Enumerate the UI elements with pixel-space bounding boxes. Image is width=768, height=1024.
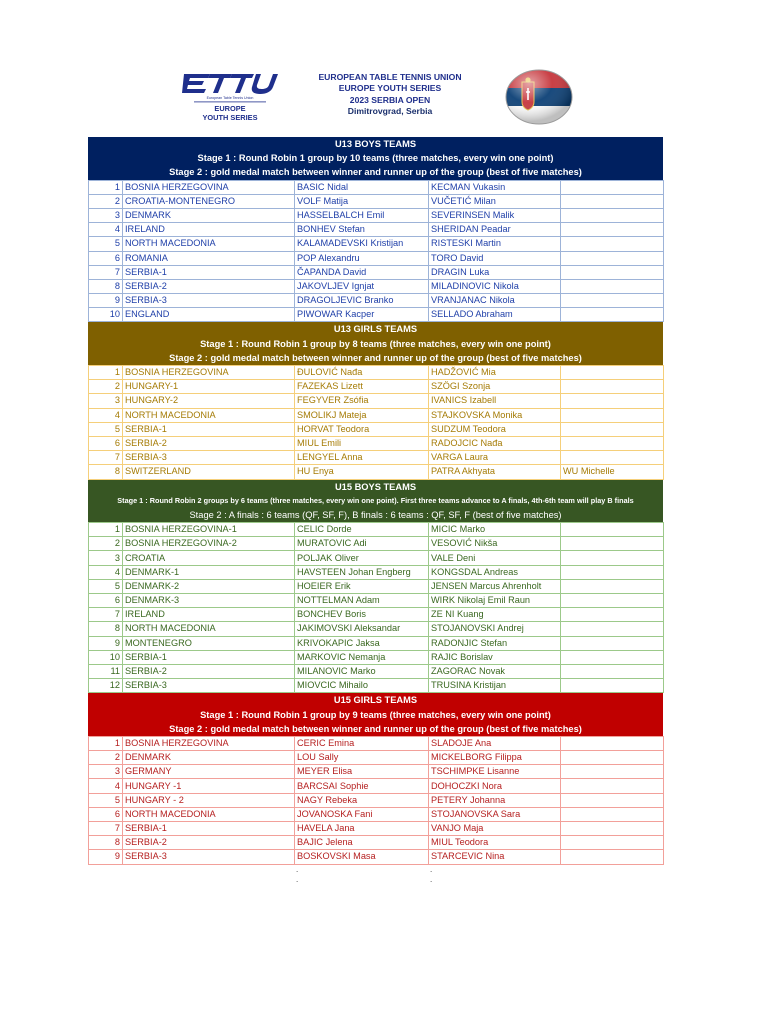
team-row: [89, 807, 664, 821]
player-1: HU Enya: [295, 465, 429, 479]
player-1: HAVELA Jana: [295, 822, 429, 836]
ettu-logo: [180, 70, 280, 126]
player-1: BONCHEV Boris: [295, 608, 429, 622]
team-row: [89, 279, 664, 293]
event-name: 2023 SERBIA OPEN: [349, 94, 431, 105]
team-name: NORTH MACEDONIA: [123, 237, 295, 251]
series-name: EUROPE YOUTH SERIES: [338, 83, 442, 94]
team-number: 3: [89, 208, 123, 222]
team-name: HUNGARY -1: [123, 779, 295, 793]
team-number: 1: [89, 180, 123, 194]
player-3: [561, 523, 664, 537]
player-3: [561, 265, 664, 279]
player-2: VANJO Maja: [429, 822, 561, 836]
player-1: POP Alexandru: [295, 251, 429, 265]
team-number: 4: [89, 223, 123, 237]
player-3: [561, 180, 664, 194]
player-1: MURATOVIC Adi: [295, 537, 429, 551]
team-name: SERBIA-2: [123, 836, 295, 850]
player-2: TORO David: [429, 251, 561, 265]
section-header: [88, 693, 663, 736]
team-number: 9: [89, 294, 123, 308]
player-3: [561, 765, 664, 779]
team-row: [89, 523, 664, 537]
team-row: [89, 650, 664, 664]
team-row: [89, 779, 664, 793]
logo-divider: [194, 102, 266, 103]
teams-table: [88, 736, 664, 865]
player-1: POLJAK Oliver: [295, 551, 429, 565]
player-1: CELIC Dorde: [295, 523, 429, 537]
team-number: 1: [89, 366, 123, 380]
section-title: U13 GIRLS TEAMS: [333, 324, 418, 335]
player-2: RADOJCIC Nađa: [429, 436, 561, 450]
section-title: U15 GIRLS TEAMS: [333, 695, 418, 706]
player-1: BASIC Nidal: [295, 180, 429, 194]
team-name: NORTH MACEDONIA: [123, 408, 295, 422]
team-number: 5: [89, 237, 123, 251]
player-2: IVANICS Izabell: [429, 394, 561, 408]
section-title: U13 BOYS TEAMS: [334, 139, 417, 149]
player-1: LOU Sally: [295, 751, 429, 765]
team-row: [89, 380, 664, 394]
team-number: 10: [89, 308, 123, 322]
trailing-marks-right: [430, 865, 432, 885]
team-number: 3: [89, 765, 123, 779]
serbia-flag-icon: [504, 68, 574, 126]
player-1: BONHEV Stefan: [295, 223, 429, 237]
team-number: 9: [89, 636, 123, 650]
team-number: 12: [89, 679, 123, 693]
team-row: [89, 308, 664, 322]
player-2: HADŽOVIĆ Mia: [429, 366, 561, 380]
player-1: LENGYEL Anna: [295, 451, 429, 465]
player-3: [561, 822, 664, 836]
player-1: ĐULOVIĆ Nađa: [295, 366, 429, 380]
team-number: 7: [89, 608, 123, 622]
team-row: [89, 836, 664, 850]
player-1: VOLF Matija: [295, 194, 429, 208]
player-3: [561, 251, 664, 265]
player-2: DRAGIN Luka: [429, 265, 561, 279]
team-name: SERBIA-3: [123, 451, 295, 465]
player-2: JENSEN Marcus Ahrenholt: [429, 579, 561, 593]
section-u13-girls: [88, 322, 663, 479]
team-row: [89, 622, 664, 636]
team-name: NORTH MACEDONIA: [123, 807, 295, 821]
player-2: RAJIC Borislav: [429, 650, 561, 664]
team-name: SERBIA-3: [123, 850, 295, 864]
player-3: [561, 380, 664, 394]
team-row: [89, 765, 664, 779]
team-number: 2: [89, 380, 123, 394]
team-name: IRELAND: [123, 608, 295, 622]
player-3: [561, 279, 664, 293]
player-1: PIWOWAR Kacper: [295, 308, 429, 322]
team-row: [89, 180, 664, 194]
team-number: 8: [89, 465, 123, 479]
team-number: 9: [89, 850, 123, 864]
team-name: BOSNIA HERZEGOVINA: [123, 736, 295, 750]
player-3: [561, 736, 664, 750]
event-info: [300, 72, 480, 117]
team-number: 5: [89, 422, 123, 436]
team-row: [89, 636, 664, 650]
player-3: [561, 608, 664, 622]
stage-1-text: Stage 1 : Round Robin 1 group by 10 teams (three matches, every win one point): [197, 153, 554, 164]
player-3: [561, 650, 664, 664]
player-1: MARKOVIC Nemanja: [295, 650, 429, 664]
player-1: ČAPANDA David: [295, 265, 429, 279]
player-2: SZÖGI Szonja: [429, 380, 561, 394]
team-name: SERBIA-1: [123, 422, 295, 436]
stage-1-text: Stage 1 : Round Robin 1 group by 8 teams (three matches, every win one point): [200, 338, 551, 349]
player-1: HOEIER Erik: [295, 579, 429, 593]
player-3: [561, 194, 664, 208]
player-2: VESOVIĆ Nikša: [429, 537, 561, 551]
team-row: [89, 822, 664, 836]
stage-2-text: Stage 2 : gold medal match between winner and runner up of the group (best of five matches): [169, 167, 582, 178]
team-name: SERBIA-1: [123, 822, 295, 836]
player-3: [561, 294, 664, 308]
team-name: CROATIA-MONTENEGRO: [123, 194, 295, 208]
team-number: 1: [89, 736, 123, 750]
stage-2-text: Stage 2 : gold medal match between winner and runner up of the group (best of five matches): [169, 723, 582, 734]
team-row: [89, 736, 664, 750]
team-name: SERBIA-3: [123, 679, 295, 693]
player-3: [561, 565, 664, 579]
player-2: RADONJIC Stefan: [429, 636, 561, 650]
player-2: MICIC Marko: [429, 523, 561, 537]
team-row: [89, 679, 664, 693]
team-number: 3: [89, 394, 123, 408]
team-row: [89, 408, 664, 422]
stage-1-text: Stage 1 : Round Robin 2 groups by 6 teams (three matches, every win one point). First three teams advance to A finals, 4th-6th team will play B finals: [117, 495, 634, 505]
team-name: SERBIA-1: [123, 265, 295, 279]
player-2: WIRK Nikolaj Emil Raun: [429, 594, 561, 608]
team-row: [89, 608, 664, 622]
team-name: SERBIA-3: [123, 294, 295, 308]
player-3: [561, 451, 664, 465]
team-name: BOSNIA HERZEGOVINA: [123, 180, 295, 194]
player-3: [561, 579, 664, 593]
player-2: MIUL Teodora: [429, 836, 561, 850]
player-3: [561, 793, 664, 807]
team-row: [89, 294, 664, 308]
section-title: U15 BOYS TEAMS: [334, 481, 417, 492]
team-number: 8: [89, 836, 123, 850]
team-row: [89, 451, 664, 465]
player-2: VARGA Laura: [429, 451, 561, 465]
player-1: CERIC Emina: [295, 736, 429, 750]
player-2: SLADOJE Ana: [429, 736, 561, 750]
team-row: [89, 579, 664, 593]
player-3: [561, 537, 664, 551]
player-3: [561, 622, 664, 636]
player-3: [561, 366, 664, 380]
section-header: [88, 322, 663, 365]
player-1: BAJIC Jelena: [295, 836, 429, 850]
player-2: TRUSINA Kristijan: [429, 679, 561, 693]
team-number: 2: [89, 751, 123, 765]
player-2: STOJANOVSKI Andrej: [429, 622, 561, 636]
team-row: [89, 237, 664, 251]
section-u13-boys: [88, 137, 663, 322]
player-1: JAKOVLJEV Ignjat: [295, 279, 429, 293]
team-number: 6: [89, 251, 123, 265]
player-1: JOVANOSKA Fani: [295, 807, 429, 821]
player-3: [561, 664, 664, 678]
player-3: [561, 308, 664, 322]
player-1: FEGYVER Zsófia: [295, 394, 429, 408]
teams-table: [88, 180, 664, 323]
player-1: MIOVCIC Mihailo: [295, 679, 429, 693]
section-header: [88, 480, 663, 523]
team-number: 6: [89, 594, 123, 608]
team-name: SERBIA-2: [123, 279, 295, 293]
team-number: 6: [89, 436, 123, 450]
team-row: [89, 465, 664, 479]
team-name: MONTENEGRO: [123, 636, 295, 650]
team-number: 4: [89, 565, 123, 579]
trailing-marks-left: [296, 865, 298, 885]
team-number: 7: [89, 451, 123, 465]
dot-mark: .: [430, 865, 433, 874]
player-3: [561, 836, 664, 850]
player-2: PATRA Akhyata: [429, 465, 561, 479]
team-name: SERBIA-1: [123, 650, 295, 664]
team-row: [89, 208, 664, 222]
team-name: ENGLAND: [123, 308, 295, 322]
team-number: 1: [89, 523, 123, 537]
team-number: 4: [89, 408, 123, 422]
org-name: EUROPEAN TABLE TENNIS UNION: [318, 72, 462, 82]
player-3: [561, 751, 664, 765]
logo-subtitle: European Table Tennis Union: [206, 96, 254, 100]
player-2: VUČETIĆ Milan: [429, 194, 561, 208]
team-number: 7: [89, 265, 123, 279]
player-2: ZE NI Kuang: [429, 608, 561, 622]
team-number: 7: [89, 822, 123, 836]
team-name: SWITZERLAND: [123, 465, 295, 479]
team-name: BOSNIA HERZEGOVINA-1: [123, 523, 295, 537]
team-number: 5: [89, 579, 123, 593]
player-2: SEVERINSEN Malik: [429, 208, 561, 222]
player-2: ZAGORAC Novak: [429, 664, 561, 678]
team-name: IRELAND: [123, 223, 295, 237]
player-3: [561, 807, 664, 821]
player-2: KECMAN Vukasin: [429, 180, 561, 194]
team-number: 10: [89, 650, 123, 664]
team-row: [89, 793, 664, 807]
player-2: VALE Deni: [429, 551, 561, 565]
player-2: MILADINOVIC Nikola: [429, 279, 561, 293]
player-3: WU Michelle: [561, 465, 664, 479]
team-name: HUNGARY-2: [123, 394, 295, 408]
teams-table: [88, 365, 664, 480]
team-row: [89, 394, 664, 408]
player-3: [561, 394, 664, 408]
team-name: DENMARK-1: [123, 565, 295, 579]
team-number: 3: [89, 551, 123, 565]
player-2: SELLADO Abraham: [429, 308, 561, 322]
team-number: 4: [89, 779, 123, 793]
team-name: CROATIA: [123, 551, 295, 565]
team-name: HUNGARY - 2: [123, 793, 295, 807]
team-number: 5: [89, 793, 123, 807]
team-number: 8: [89, 279, 123, 293]
team-row: [89, 751, 664, 765]
team-row: [89, 565, 664, 579]
team-name: NORTH MACEDONIA: [123, 622, 295, 636]
team-number: 8: [89, 622, 123, 636]
player-2: SUDZUM Teodora: [429, 422, 561, 436]
player-2: PETERY Johanna: [429, 793, 561, 807]
player-3: [561, 636, 664, 650]
team-row: [89, 436, 664, 450]
player-2: TSCHIMPKE Lisanne: [429, 765, 561, 779]
stage-2-text: Stage 2 : A finals : 6 teams (QF, SF, F), B finals : 6 teams : QF, SF, F (best of five matches): [189, 509, 562, 520]
logo-line-2: YOUTH SERIES: [202, 113, 258, 122]
team-row: [89, 223, 664, 237]
team-number: 6: [89, 807, 123, 821]
player-3: [561, 208, 664, 222]
team-name: HUNGARY-1: [123, 380, 295, 394]
player-1: FAZEKAS Lizett: [295, 380, 429, 394]
player-1: BOSKOVSKI Masa: [295, 850, 429, 864]
player-2: RISTESKI Martin: [429, 237, 561, 251]
team-row: [89, 594, 664, 608]
player-1: KALAMADEVSKI Kristijan: [295, 237, 429, 251]
player-3: [561, 223, 664, 237]
player-2: STAJKOVSKA Monika: [429, 408, 561, 422]
team-name: DENMARK-2: [123, 579, 295, 593]
team-row: [89, 551, 664, 565]
player-1: HASSELBALCH Emil: [295, 208, 429, 222]
player-1: DRAGOLJEVIC Branko: [295, 294, 429, 308]
logo-line-1: EUROPE: [214, 104, 246, 113]
player-3: [561, 237, 664, 251]
event-location: Dimitrovgrad, Serbia: [347, 105, 433, 116]
player-2: DOHOCZKI Nora: [429, 779, 561, 793]
team-name: BOSNIA HERZEGOVINA: [123, 366, 295, 380]
team-row: [89, 850, 664, 864]
team-number: 11: [89, 664, 123, 678]
section-u15-girls: [88, 693, 663, 864]
player-1: NOTTELMAN Adam: [295, 594, 429, 608]
team-row: [89, 537, 664, 551]
player-2: STARCEVIC Nina: [429, 850, 561, 864]
player-1: KRIVOKAPIC Jaksa: [295, 636, 429, 650]
player-1: BARCSAI Sophie: [295, 779, 429, 793]
player-3: [561, 436, 664, 450]
player-2: MICKELBORG Filippa: [429, 751, 561, 765]
team-name: SERBIA-2: [123, 664, 295, 678]
player-1: MEYER Elisa: [295, 765, 429, 779]
player-1: HORVAT Teodora: [295, 422, 429, 436]
team-row: [89, 366, 664, 380]
team-row: [89, 194, 664, 208]
team-number: 2: [89, 194, 123, 208]
section-header: [88, 137, 663, 180]
section-u15-boys: [88, 480, 663, 694]
team-name: ROMANIA: [123, 251, 295, 265]
teams-table: [88, 522, 664, 693]
dot-mark: .: [296, 865, 299, 874]
stage-1-text: Stage 1 : Round Robin 1 group by 9 teams (three matches, every win one point): [200, 709, 551, 720]
teams-list: [88, 137, 663, 865]
player-3: [561, 679, 664, 693]
player-1: MILANOVIC Marko: [295, 664, 429, 678]
team-number: 2: [89, 537, 123, 551]
player-2: STOJANOVSKA Sara: [429, 807, 561, 821]
player-2: SHERIDAN Peadar: [429, 223, 561, 237]
dot-mark: .: [430, 875, 433, 884]
team-row: [89, 265, 664, 279]
dot-mark: .: [296, 875, 299, 884]
stage-2-text: Stage 2 : gold medal match between winner and runner up of the group (best of five matches): [169, 352, 582, 363]
player-3: [561, 422, 664, 436]
player-1: JAKIMOVSKI Aleksandar: [295, 622, 429, 636]
player-3: [561, 850, 664, 864]
player-1: HAVSTEEN Johan Engberg: [295, 565, 429, 579]
team-row: [89, 251, 664, 265]
team-name: SERBIA-2: [123, 436, 295, 450]
player-3: [561, 594, 664, 608]
player-1: NAGY Rebeka: [295, 793, 429, 807]
player-3: [561, 551, 664, 565]
team-name: BOSNIA HERZEGOVINA-2: [123, 537, 295, 551]
player-3: [561, 408, 664, 422]
team-name: DENMARK: [123, 208, 295, 222]
player-1: MIUL Emili: [295, 436, 429, 450]
player-2: VRANJANAC Nikola: [429, 294, 561, 308]
player-2: KONGSDAL Andreas: [429, 565, 561, 579]
team-name: DENMARK-3: [123, 594, 295, 608]
player-1: SMOLIKJ Mateja: [295, 408, 429, 422]
team-name: DENMARK: [123, 751, 295, 765]
document-header: [0, 0, 768, 136]
player-3: [561, 779, 664, 793]
ettu-wordmark: [182, 74, 278, 94]
team-row: [89, 664, 664, 678]
team-name: GERMANY: [123, 765, 295, 779]
team-row: [89, 422, 664, 436]
